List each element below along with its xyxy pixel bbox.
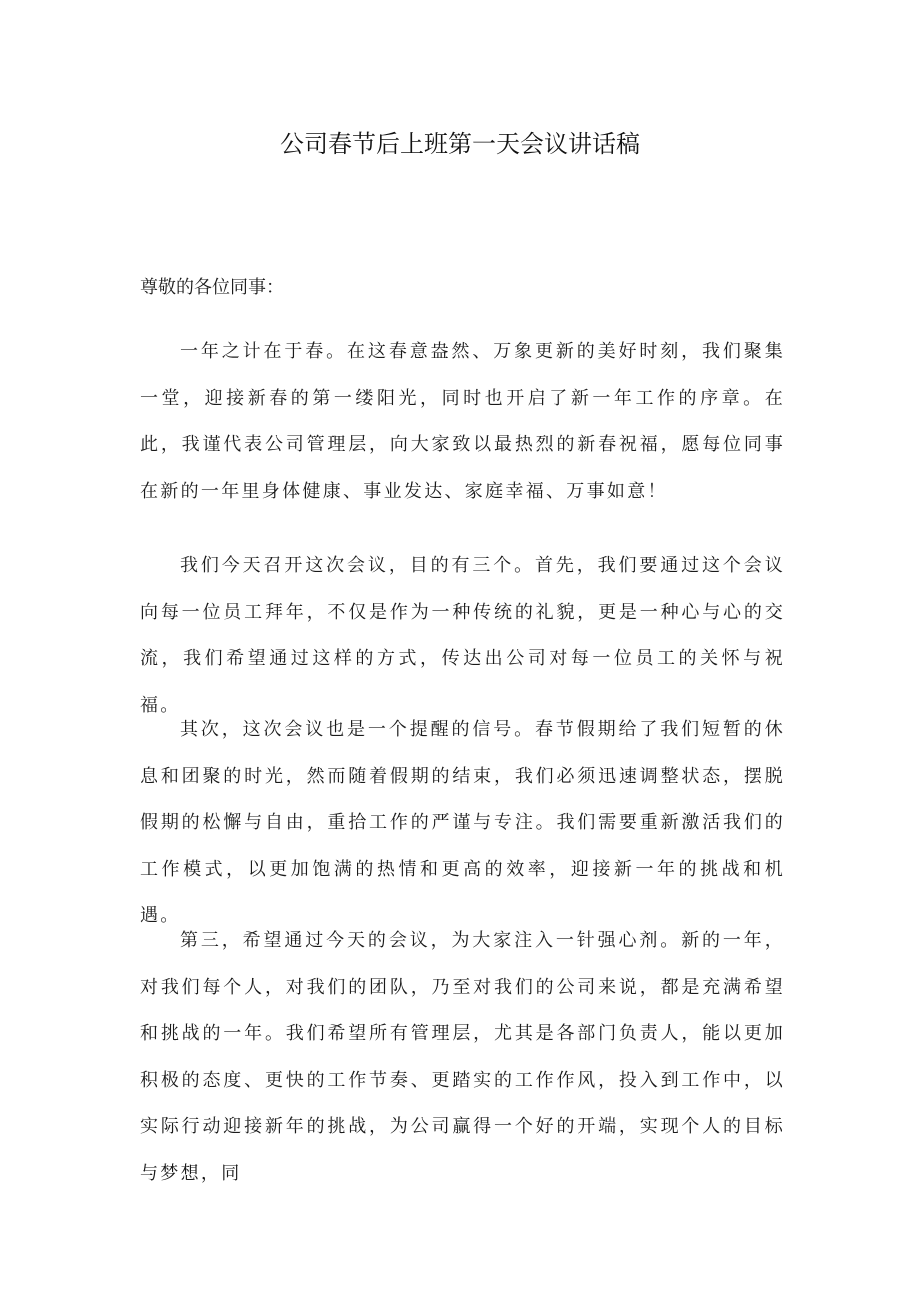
paragraph-4: 第三，希望通过今天的会议，为大家注入一针强心剂。新的一年，对我们每个人，对我们的团队，乃至对我们的公司来说，都是充满希望和挑战的一年。我们希望所有管理层，尤其是各部门负责人，能以更加积极的态度、更快的工作节奏、更踏实的工作作风，投入到工作中，以实际行动迎接新年的挑战，为公司赢得一个好的开端，实现个人的目标与梦想，同: [140, 930, 785, 1184]
paragraph-1: 一年之计在于春。在这春意盎然、万象更新的美好时刻，我们聚集一堂，迎接新春的第一缕阳光，同时也开启了新一年工作的序章。在此，我谨代表公司管理层，向大家致以最热烈的新春祝福，愿每位同事在新的一年里身体健康、事业发达、家庭幸福、万事如意！: [140, 341, 785, 502]
greeting: 尊敬的各位同事：: [140, 277, 284, 298]
paragraph-3: 其次，这次会议也是一个提醒的信号。春节假期给了我们短暂的休息和团聚的时光，然而随着假期的结束，我们必须迅速调整状态，摆脱假期的松懈与自由，重拾工作的严谨与专注。我们需要重新激活我们的工作模式，以更加饱满的热情和更高的效率，迎接新一年的挑战和机遇。: [140, 719, 785, 926]
paragraph-2: 我们今天召开这次会议，目的有三个。首先，我们要通过这个会议向每一位员工拜年，不仅是作为一种传统的礼貌，更是一种心与心的交流，我们希望通过这样的方式，传达出公司对每一位员工的关怀与祝福。: [140, 555, 785, 716]
document-title: 公司春节后上班第一天会议讲话稿: [280, 130, 640, 158]
